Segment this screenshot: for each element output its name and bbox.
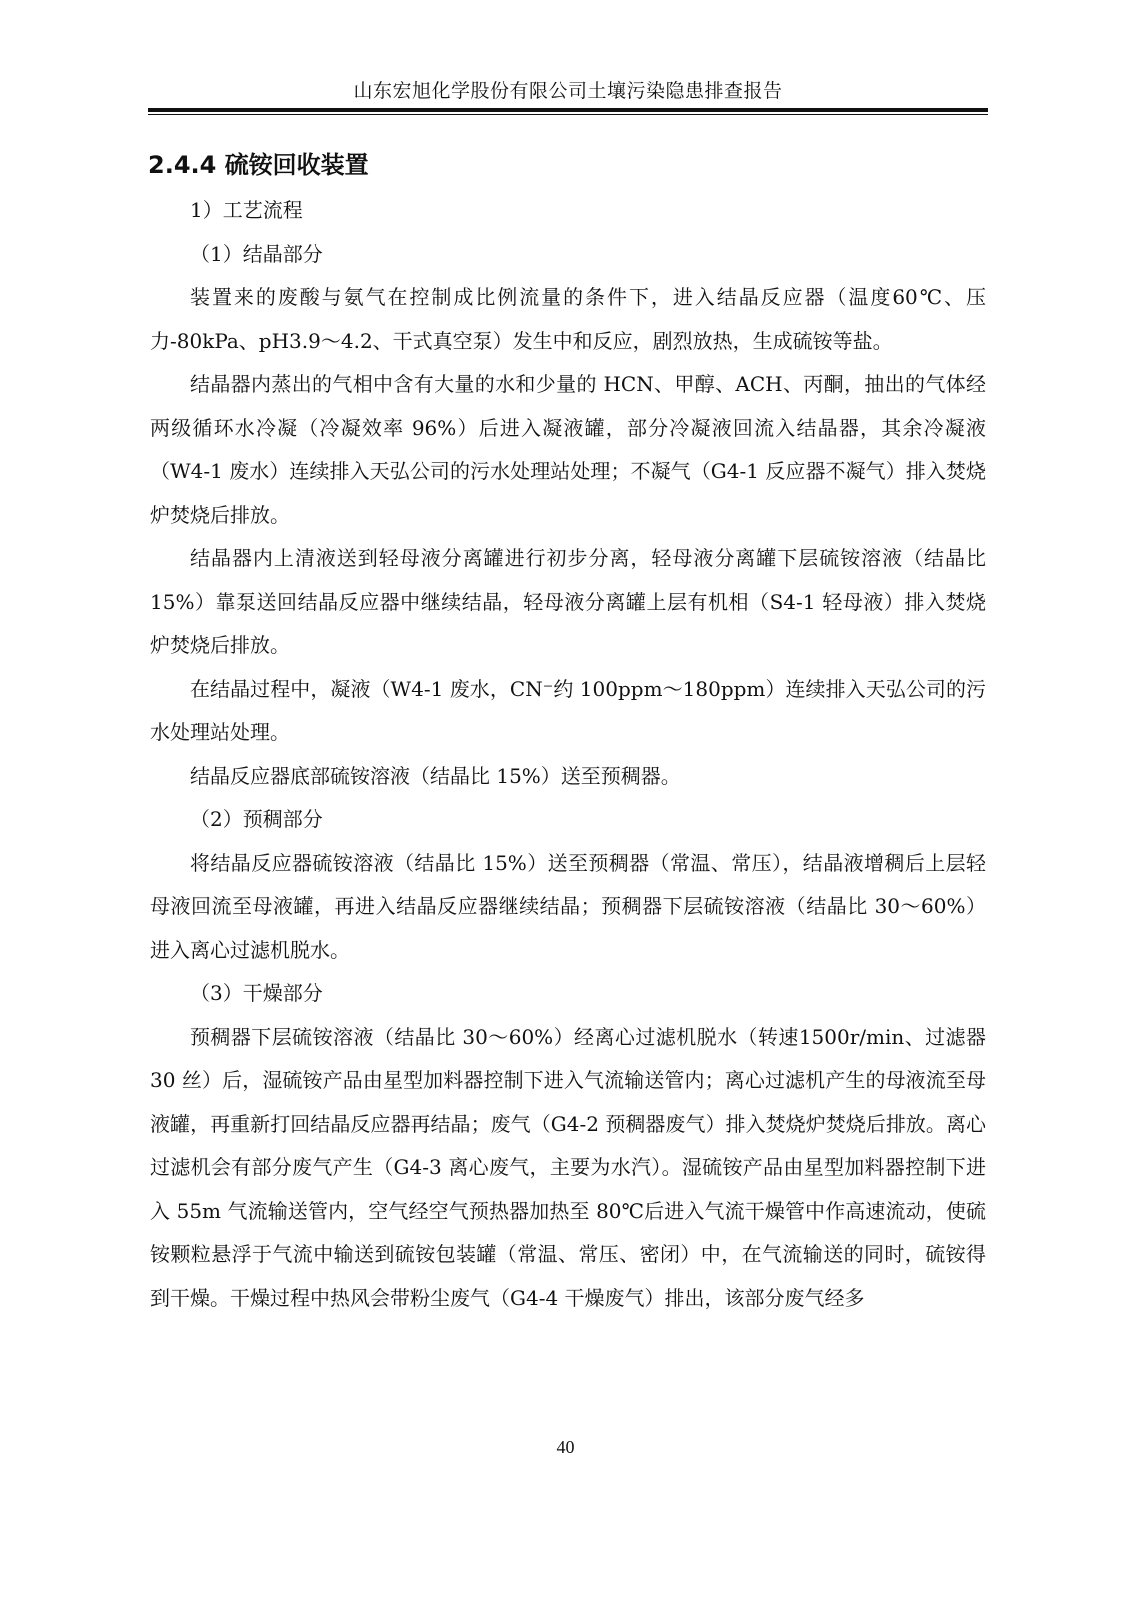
header-rule-thin xyxy=(148,114,988,115)
section-title: 2.4.4 硫铵回收装置 xyxy=(148,151,369,179)
subheading-crystallization: （1）结晶部分 xyxy=(190,241,323,266)
paragraph: 结晶器内蒸出的气相中含有大量的水和少量的 HCN、甲醇、ACH、丙酮，抽出的气体经两级循环水冷凝（冷凝效率 96%）后进入凝液罐，部分冷凝液回流入结晶器，其余冷凝液（W4-1 废水）连续排入天弘公司的污水处理站处理；不凝气（G4-1 反应器不凝气）排入焚烧炉焚烧后排放。 xyxy=(150,372,986,527)
body-text xyxy=(150,189,986,1320)
paragraph: 在结晶过程中，凝液（W4-1 废水，CN⁻约 100ppm～180ppm）连续排入天弘公司的污水处理站处理。 xyxy=(150,676,986,744)
paragraph: 结晶器内上清液送到轻母液分离罐进行初步分离，轻母液分离罐下层硫铵溶液（结晶比 15%）靠泵送回结晶反应器中继续结晶，轻母液分离罐上层有机相（S4-1 轻母液）排入焚烧炉焚烧后排放。 xyxy=(150,546,986,657)
paragraph: 结晶反应器底部硫铵溶液（结晶比 15%）送至预稠器。 xyxy=(190,763,681,788)
paragraph: 将结晶反应器硫铵溶液（结晶比 15%）送至预稠器（常温、常压），结晶液增稠后上层轻母液回流至母液罐，再进入结晶反应器继续结晶；预稠器下层硫铵溶液（结晶比 30～60%）进入离心过滤机脱水。 xyxy=(150,850,986,962)
paragraph: 预稠器下层硫铵溶液（结晶比 30～60%）经离心过滤机脱水（转速1500r/min、过滤器 30 丝）后，湿硫铵产品由星型加料器控制下进入气流输送管内；离心过滤机产生的母液流至母液罐，再重新打回结晶反应器再结晶；废气（G4-2 预稠器废气）排入焚烧炉焚烧后排放。离心过滤机会有部分废气产生（G4-3 离心废气，主要为水汽）。湿硫铵产品由星型加料器控制下进入 55m 气流输送管内，空气经空气预热器加热至 80℃后进入气流干燥管中作高速流动，使硫铵颗粒悬浮于气流中输送到硫铵包装罐（常温、常压、密闭）中，在气流输送的同时，硫铵得到干燥。干燥过程中热风会带粉尘废气（G4-4 干燥废气）排出，该部分废气经多 xyxy=(150,1024,986,1310)
paragraph: 装置来的废酸与氨气在控制成比例流量的条件下，进入结晶反应器（温度60℃、压力-80kPa、pH3.9～4.2、干式真空泵）发生中和反应，剧烈放热，生成硫铵等盐。 xyxy=(150,285,986,353)
page-number: 40 xyxy=(556,1437,575,1457)
header-rule-thick xyxy=(148,108,988,112)
document-header: 山东宏旭化学股份有限公司土壤污染隐患排查报告 xyxy=(353,80,783,102)
subheading-drying: （3）干燥部分 xyxy=(190,981,323,1005)
subheading-pre-thickening: （2）预稠部分 xyxy=(190,807,323,831)
subheading-process-flow: 1）工艺流程 xyxy=(190,198,303,222)
